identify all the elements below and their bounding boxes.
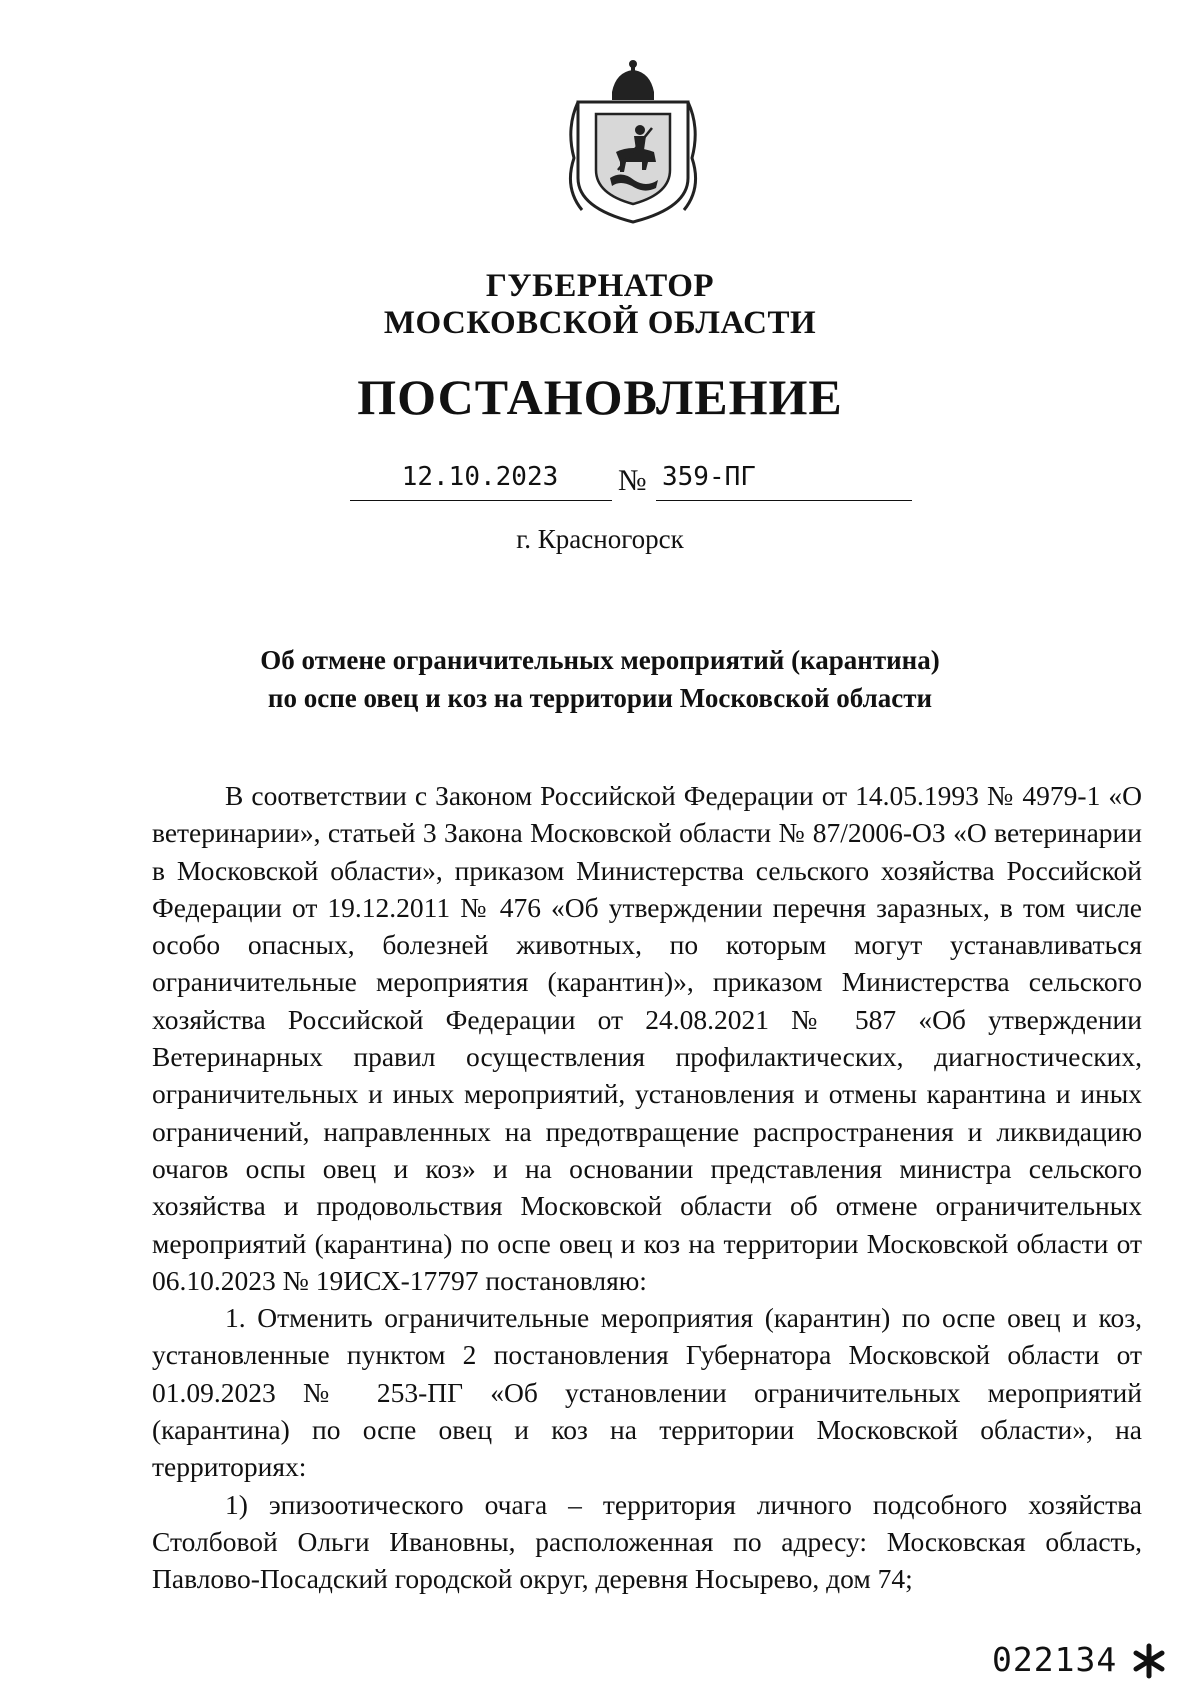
number-underline — [656, 500, 912, 501]
authority-name-line2: МОСКОВСКОЙ ОБЛАСТИ — [383, 305, 817, 341]
number-sign: № — [618, 464, 647, 497]
date-underline — [350, 500, 612, 501]
document-title-line1: Об отмене ограничительных мероприятий (карантина) — [260, 645, 940, 675]
body-paragraph-clause-1: 1. Отменить ограничительные мероприятия (карантин) по оспе овец и коз, установленные пунктом 2 постановления Губернатора Московской области от 01.09.2023 № 253-ПГ «Об установлении ограничительных мероприятий (карантина) по оспе овец и коз на территории Московской области», на территориях: — [152, 1302, 1142, 1483]
document-date: 12.10.2023 — [401, 462, 559, 492]
date-number-row — [0, 462, 1200, 506]
asterisk-mark-icon — [1130, 1642, 1168, 1680]
serial-number: 022134 — [992, 1640, 1118, 1679]
body-paragraph-preamble: В соответствии с Законом Российской Федерации от 14.05.1993 № 4979-1 «О ветеринарии», статьей 3 Закона Московской области № 87/2006-ОЗ «О ветеринарии в Московской области», приказом Министерства сельского хозяйства Российской Федерации от 19.12.2011 № 476 «Об утверждении перечня заразных, в том числе особо опасных, болезней животных, по которым могут устанавливаться ограничительные мероприятия (карантин)», приказом Министерства сельского хозяйства Российской Федерации от 24.08.2021 № 587 «Об утверждении Ветеринарных правил осуществления профилактических, диагностических, ограничительных и иных мероприятий, установления и отмены карантина и иных ограничений, направленных на предотвращение распространения и ликвидацию очагов оспы овец и коз» и на основании представления министра сельского хозяйства и продовольствия Московской области об отмене ограничительных мероприятий (карантина) по оспе овец и коз на территории Московской области от 06.10.2023 № 19ИСХ-17797 постановляю: — [152, 780, 1142, 1296]
coat-of-arms-icon — [560, 58, 706, 226]
document-title-line2: по оспе овец и коз на территории Московской области — [267, 683, 933, 713]
authority-name-line1: ГУБЕРНАТОР — [485, 268, 715, 304]
serial-stamp — [992, 1640, 1117, 1684]
document-body — [152, 777, 1142, 1598]
city: г. Красногорск — [516, 524, 684, 554]
body-paragraph-subclause-1: 1) эпизоотического очага – территория личного подсобного хозяйства Столбовой Ольги Ивановны, расположенная по адресу: Московская область, Павлово-Посадский городской округ, деревня Носырево, дом 74; — [152, 1488, 1142, 1595]
document-number: 359-ПГ — [662, 462, 756, 492]
document-type: ПОСТАНОВЛЕНИЕ — [357, 369, 843, 425]
